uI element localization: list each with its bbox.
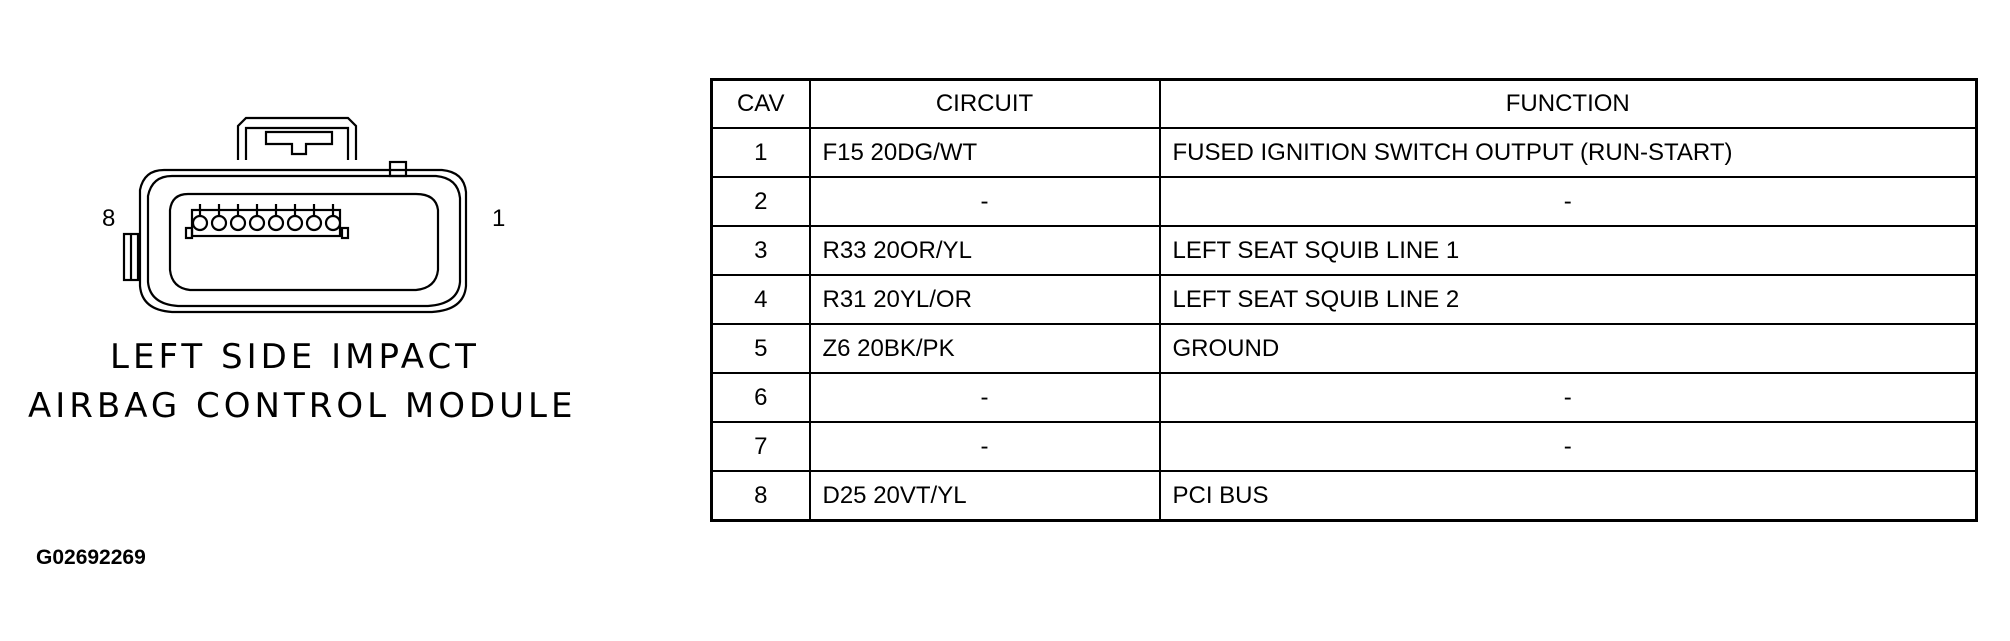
module-title-line2: AIRBAG CONTROL MODULE [28,386,577,426]
connector-pin-8 [193,216,207,230]
table-row [712,422,1977,471]
header-circuit: CIRCUIT [810,80,1160,129]
table-row [712,471,1977,521]
cav-cell: 6 [712,373,810,422]
cav-cell: 3 [712,226,810,275]
circuit-cell: - [810,373,1160,422]
circuit-cell: - [810,177,1160,226]
table-row [712,226,1977,275]
connector-pin-1 [326,216,340,230]
circuit-cell: D25 20VT/YL [810,471,1160,521]
header-cav: CAV [712,80,810,129]
function-cell: LEFT SEAT SQUIB LINE 1 [1160,226,1977,275]
function-cell: - [1160,373,1977,422]
module-title-line1: LEFT SIDE IMPACT [110,337,480,377]
function-cell: FUSED IGNITION SWITCH OUTPUT (RUN-START) [1160,128,1977,177]
cav-cell: 7 [712,422,810,471]
function-cell: PCI BUS [1160,471,1977,521]
circuit-cell: Z6 20BK/PK [810,324,1160,373]
connector-pin-3 [288,216,302,230]
circuit-cell: F15 20DG/WT [810,128,1160,177]
function-cell: - [1160,422,1977,471]
cav-cell: 8 [712,471,810,521]
cav-cell: 2 [712,177,810,226]
cav-cell: 5 [712,324,810,373]
table-row [712,177,1977,226]
connector-inner-cavity [170,194,438,290]
header-function: FUNCTION [1160,80,1977,129]
pin-1-label: 1 [492,205,506,232]
cav-cell: 4 [712,275,810,324]
table-row [712,324,1977,373]
connector-pin-7 [212,216,226,230]
circuit-cell: - [810,422,1160,471]
connector-pin-5 [250,216,264,230]
pinout-table [710,78,1978,522]
table-row [712,275,1977,324]
connector-pin-6 [231,216,245,230]
connector-face-diagram [80,110,560,330]
pin-8-label: 8 [102,205,116,232]
table-header-row [712,80,1977,129]
cav-cell: 1 [712,128,810,177]
figure-id: G02692269 [36,546,146,569]
connector-pin-2 [307,216,321,230]
function-cell: GROUND [1160,324,1977,373]
function-cell: LEFT SEAT SQUIB LINE 2 [1160,275,1977,324]
circuit-cell: R33 20OR/YL [810,226,1160,275]
circuit-cell: R31 20YL/OR [810,275,1160,324]
function-cell: - [1160,177,1977,226]
table-row [712,128,1977,177]
connector-pin-4 [269,216,283,230]
table-row [712,373,1977,422]
